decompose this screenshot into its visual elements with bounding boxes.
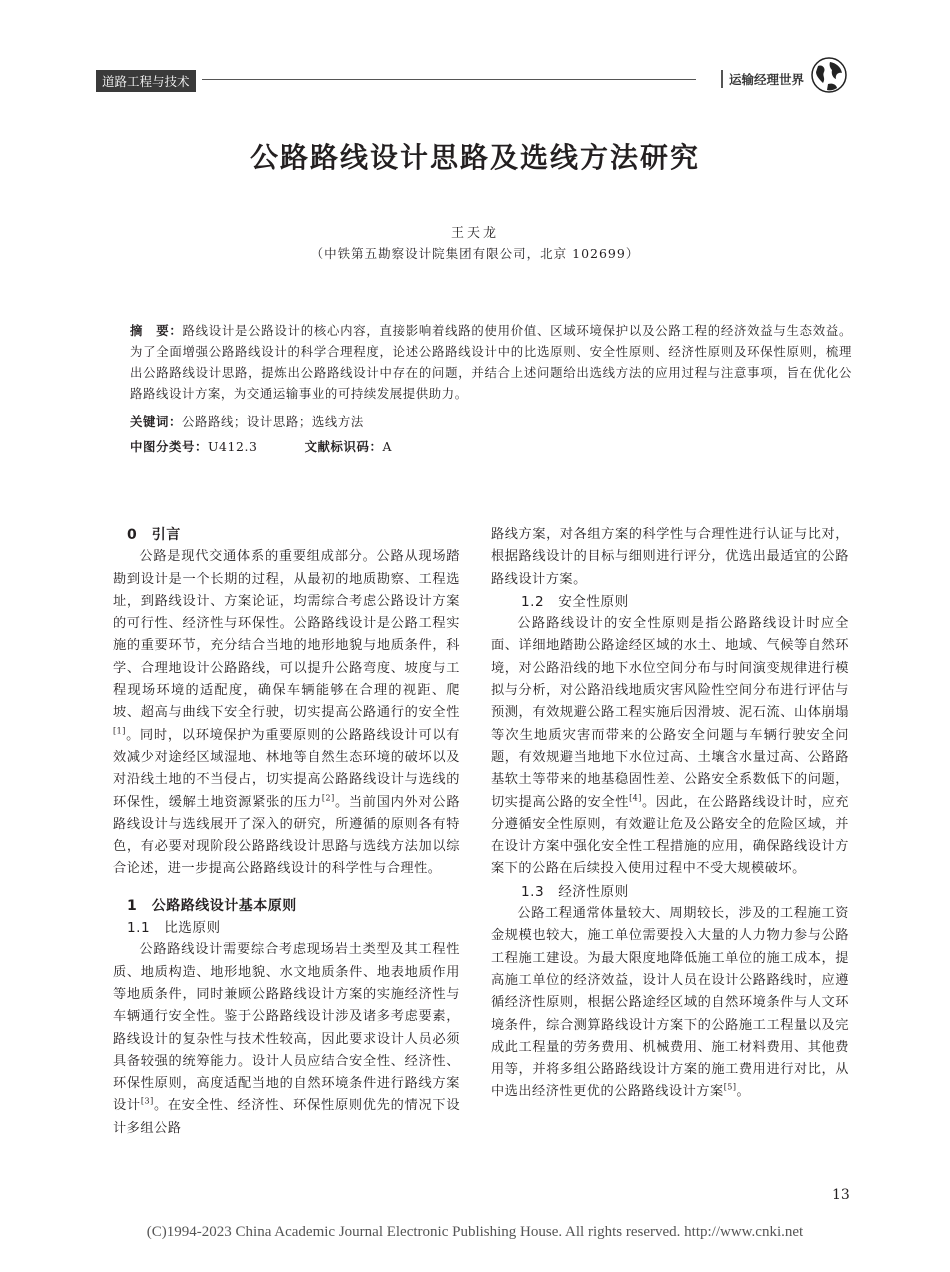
section-1-2-paragraph: 公路路线设计的安全性原则是指公路路线设计时应全面、详细地踏勘公路途经区域的水土、地域、气候等自然环境，对公路沿线的地下水位空间分布与时间演变规律进行模拟与分析，对公路沿线地质灾害风险性空间分布进行评估与预测，有效规避公路工程实施后因滑坡、泥石流、山体崩塌等次生地质灾害而带来的公路安全问题与车辆行驶安全问题，有效规避当地地下水位过高、土壤含水量过高、公路路基软土等带来的地基稳固性差、公路安全系数低下的问题，切实提高公路的安全性[4]。因此，在公路路线设计时，应充分遵循安全性原则，有效避让危及公路安全的危险区域，并在设计方案中强化安全性工程措施的应用，确保路线设计方案下的公路在后续投入使用过程中不受大规模破坏。 [491, 616, 849, 877]
section-1-heading: 1 公路路线设计基本原则 [127, 897, 297, 914]
keywords-text: 公路路线；设计思路；选线方法 [181, 414, 364, 429]
header-rule [202, 79, 696, 80]
doc-code-label: 文献标识码： [304, 439, 383, 454]
clc-label: 中图分类号： [130, 439, 208, 454]
section-1-1-paragraph: 公路路线设计需要综合考虑现场岩土类型及其工程性质、地质构造、地形地貌、水文地质条件、地表地质作用等地质条件，同时兼顾公路路线设计方案的实施经济性与车辆通行安全性。鉴于公路路线设计涉及诸多考虑要素，路线设计的复杂性与技术性较高，因此要求设计人员必须具备较强的统筹能力。设计人员应结合安全性、经济性、环保性原则，高度适配当地的自然环境条件进行路线方案设计[3]。在安全性、经济性、环保性原则优先的情况下设计多组公路 [113, 942, 461, 1136]
copyright-footer: (C)1994-2023 China Academic Journal Electronic Publishing House. All rights reserved. http://www.cnki.net [146, 1224, 804, 1240]
citation: [4] [629, 793, 642, 803]
citation: [1] [113, 726, 126, 736]
right-column [491, 524, 849, 1104]
keywords-label: 关键词： [130, 414, 182, 429]
journal-name: 运输经理世界 [721, 70, 804, 88]
left-column [113, 524, 460, 1140]
doc-code-value: A [382, 439, 393, 454]
intro-paragraph: 公路是现代交通体系的重要组成部分。公路从现场踏勘到设计是一个长期的过程，从最初的地质勘察、工程选址，到路线设计、方案论证，均需综合考虑公路设计方案的可行性、经济性与环保性。公路路线设计是公路工程实施的重要环节，充分结合当地的地形地貌与地质条件，科学、合理地设计公路路线，可以提升公路弯度、坡度与工程现场环境的适配度，确保车辆能够在合理的视距、爬坡、超高与曲线下安全行驶，切实提高公路通行的安全性[1]。同时，以环境保护为重要原则的公路路线设计可以有效减少对途经区域湿地、林地等自然生态环境的破坏以及对沿线土地的不当侵占，切实提高公路路线设计与选线的环保性，缓解土地资源紧张的压力[2]。当前国内外对公路路线设计与选线展开了深入的研究，所遵循的原则各有特色，有必要对现阶段公路路线设计思路与选线方法加以综合论述，进一步提高公路路线设计的科学性与合理性。 [113, 549, 461, 877]
abstract-label: 摘 要： [130, 323, 183, 338]
section-tag: 道路工程与技术 [96, 70, 196, 92]
section-1-1-heading: 1.1 比选原则 [127, 920, 221, 937]
clc-value: U412.3 [207, 439, 258, 454]
classification [130, 437, 852, 455]
globe-icon [810, 56, 848, 94]
citation: [3] [140, 1097, 154, 1107]
running-header [96, 62, 848, 98]
article-title: 公路路线设计思路及选线方法研究 [249, 141, 700, 174]
abstract-text: 路线设计是公路设计的核心内容，直接影响着线路的使用价值、区域环境保护以及公路工程的经济效益与生态效益。为了全面增强公路路线设计的科学合理程度，论述公路路线设计中的比选原则、安全性原则、经济性原则及环保性原则，梳理出公路路线设计思路，提炼出公路路线设计中存在的问题，并结合上述问题给出选线方法的应用过程与注意事项，旨在优化公路路线设计方案，为交通运输事业的可持续发展提供助力。 [130, 323, 852, 401]
keywords [130, 412, 852, 430]
page-number: 13 [832, 1187, 850, 1203]
section-1-1-continued: 路线方案，对各组方案的科学性与合理性进行认证与比对，根据路线设计的目标与细则进行评分，优选出最适宜的公路路线设计方案。 [491, 527, 849, 587]
citation: [5] [723, 1083, 737, 1093]
section-1-2-heading: 1.2 安全性原则 [521, 593, 629, 610]
section-1-3-heading: 1.3 经济性原则 [521, 883, 629, 900]
citation: [2] [321, 793, 335, 803]
abstract [130, 320, 852, 404]
affiliation: （中铁第五勘察设计院集团有限公司，北京 102699） [310, 246, 640, 261]
intro-heading: 0 引言 [127, 527, 181, 543]
author: 王天龙 [450, 226, 499, 241]
section-1-3-paragraph: 公路工程通常体量较大、周期较长，涉及的工程施工资金规模也较大，施工单位需要投入大量的人力物力参与公路工程施工建设。为最大限度地降低施工单位的施工成本，提高施工单位的经济效益，设计人员在设计公路路线时，应遵循经济性原则，根据公路途经区域的自然环境条件与人文环境条件，综合测算路线设计方案下的公路施工工程量以及完成此工程量的劳务费用、机械费用、施工材料费用、其他费用等，并将多组公路路线设计方案的施工费用进行对比，从中选出经济性更优的公路路线设计方案[5]。 [491, 906, 849, 1100]
